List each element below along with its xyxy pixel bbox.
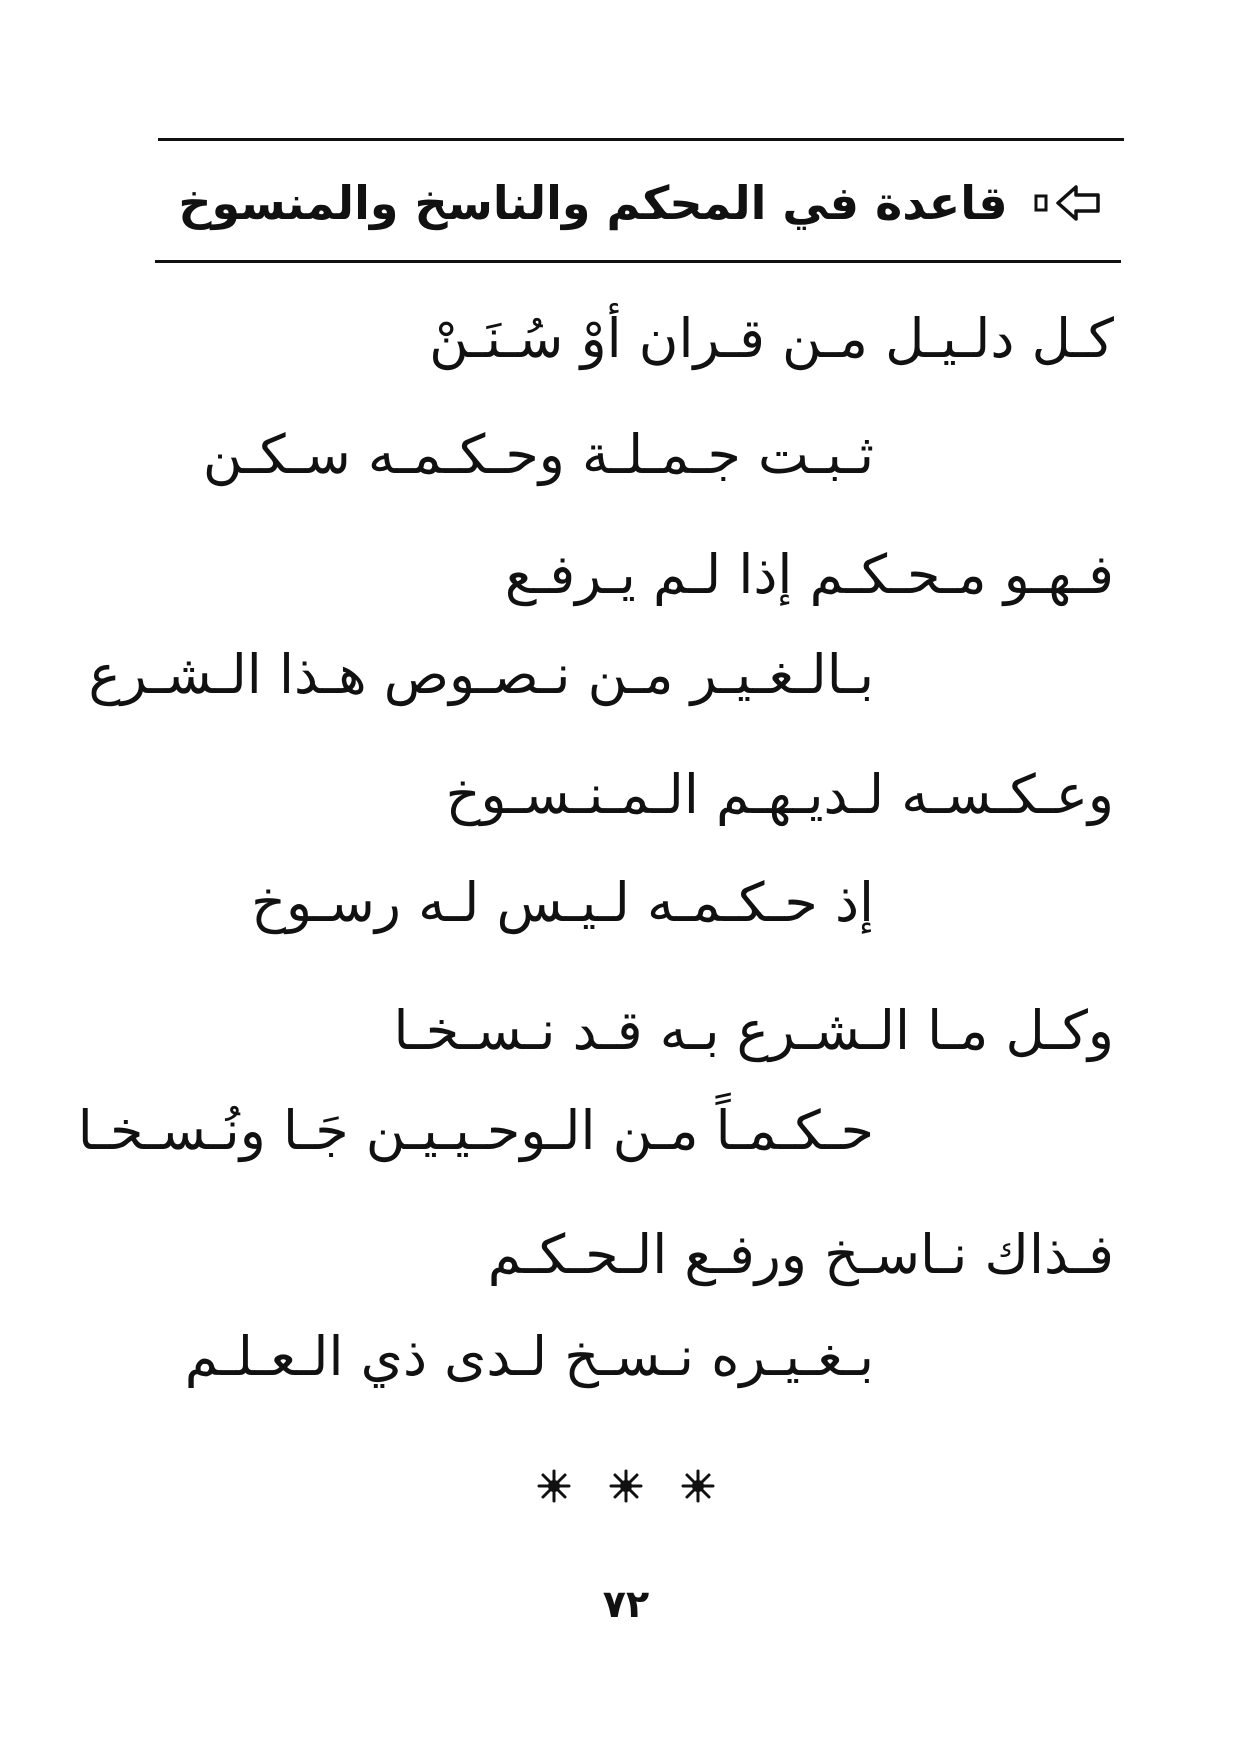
section-title: قاعدة في المحكم والناسخ والمنسوخ	[178, 176, 1008, 230]
star-ornament-icon	[608, 1468, 644, 1504]
verse-line: فـذاك نـاسـخ ورفـع الـحـكـم	[487, 1223, 1114, 1286]
arrow-hand-icon	[1054, 183, 1104, 223]
section-header	[158, 158, 1124, 248]
verse-line: إذ حـكـمـه لـيـس لـه رسـوخ	[251, 871, 874, 934]
small-square-icon	[1020, 192, 1050, 214]
verse-line: بـالـغـيـر مـن نـصـوص هـذا الـشـرع	[88, 643, 874, 706]
hand-pointing-icon	[1020, 183, 1104, 223]
verse-line: وعـكـسـه لـديـهـم الـمـنـسـوخ	[445, 763, 1114, 826]
star-ornament-icon	[536, 1468, 572, 1504]
ornament-separator	[0, 1468, 1252, 1504]
verse-line: فـهـو مـحـكـم إذا لـم يـرفـع	[504, 543, 1114, 606]
verse-line: ثـبـت جـمـلـة وحـكـمـه سـكـن	[202, 423, 874, 486]
bottom-rule	[155, 260, 1121, 263]
verse-line: بـغـيـره نـسـخ لـدى ذي الـعـلـم	[184, 1325, 874, 1388]
verse-line: كـل دلـيـل مـن قـران أوْ سُـنَـنْ	[429, 307, 1114, 370]
page-number: ٧٢	[602, 1582, 650, 1626]
verse-line: حـكـمـاً مـن الـوحـيـيـن جَـا ونُـسـخـا	[77, 1099, 874, 1162]
verse-line: وكـل مـا الـشـرع بـه قـد نـسـخـا	[393, 999, 1114, 1062]
star-ornament-icon	[680, 1468, 716, 1504]
top-rule	[158, 138, 1124, 141]
